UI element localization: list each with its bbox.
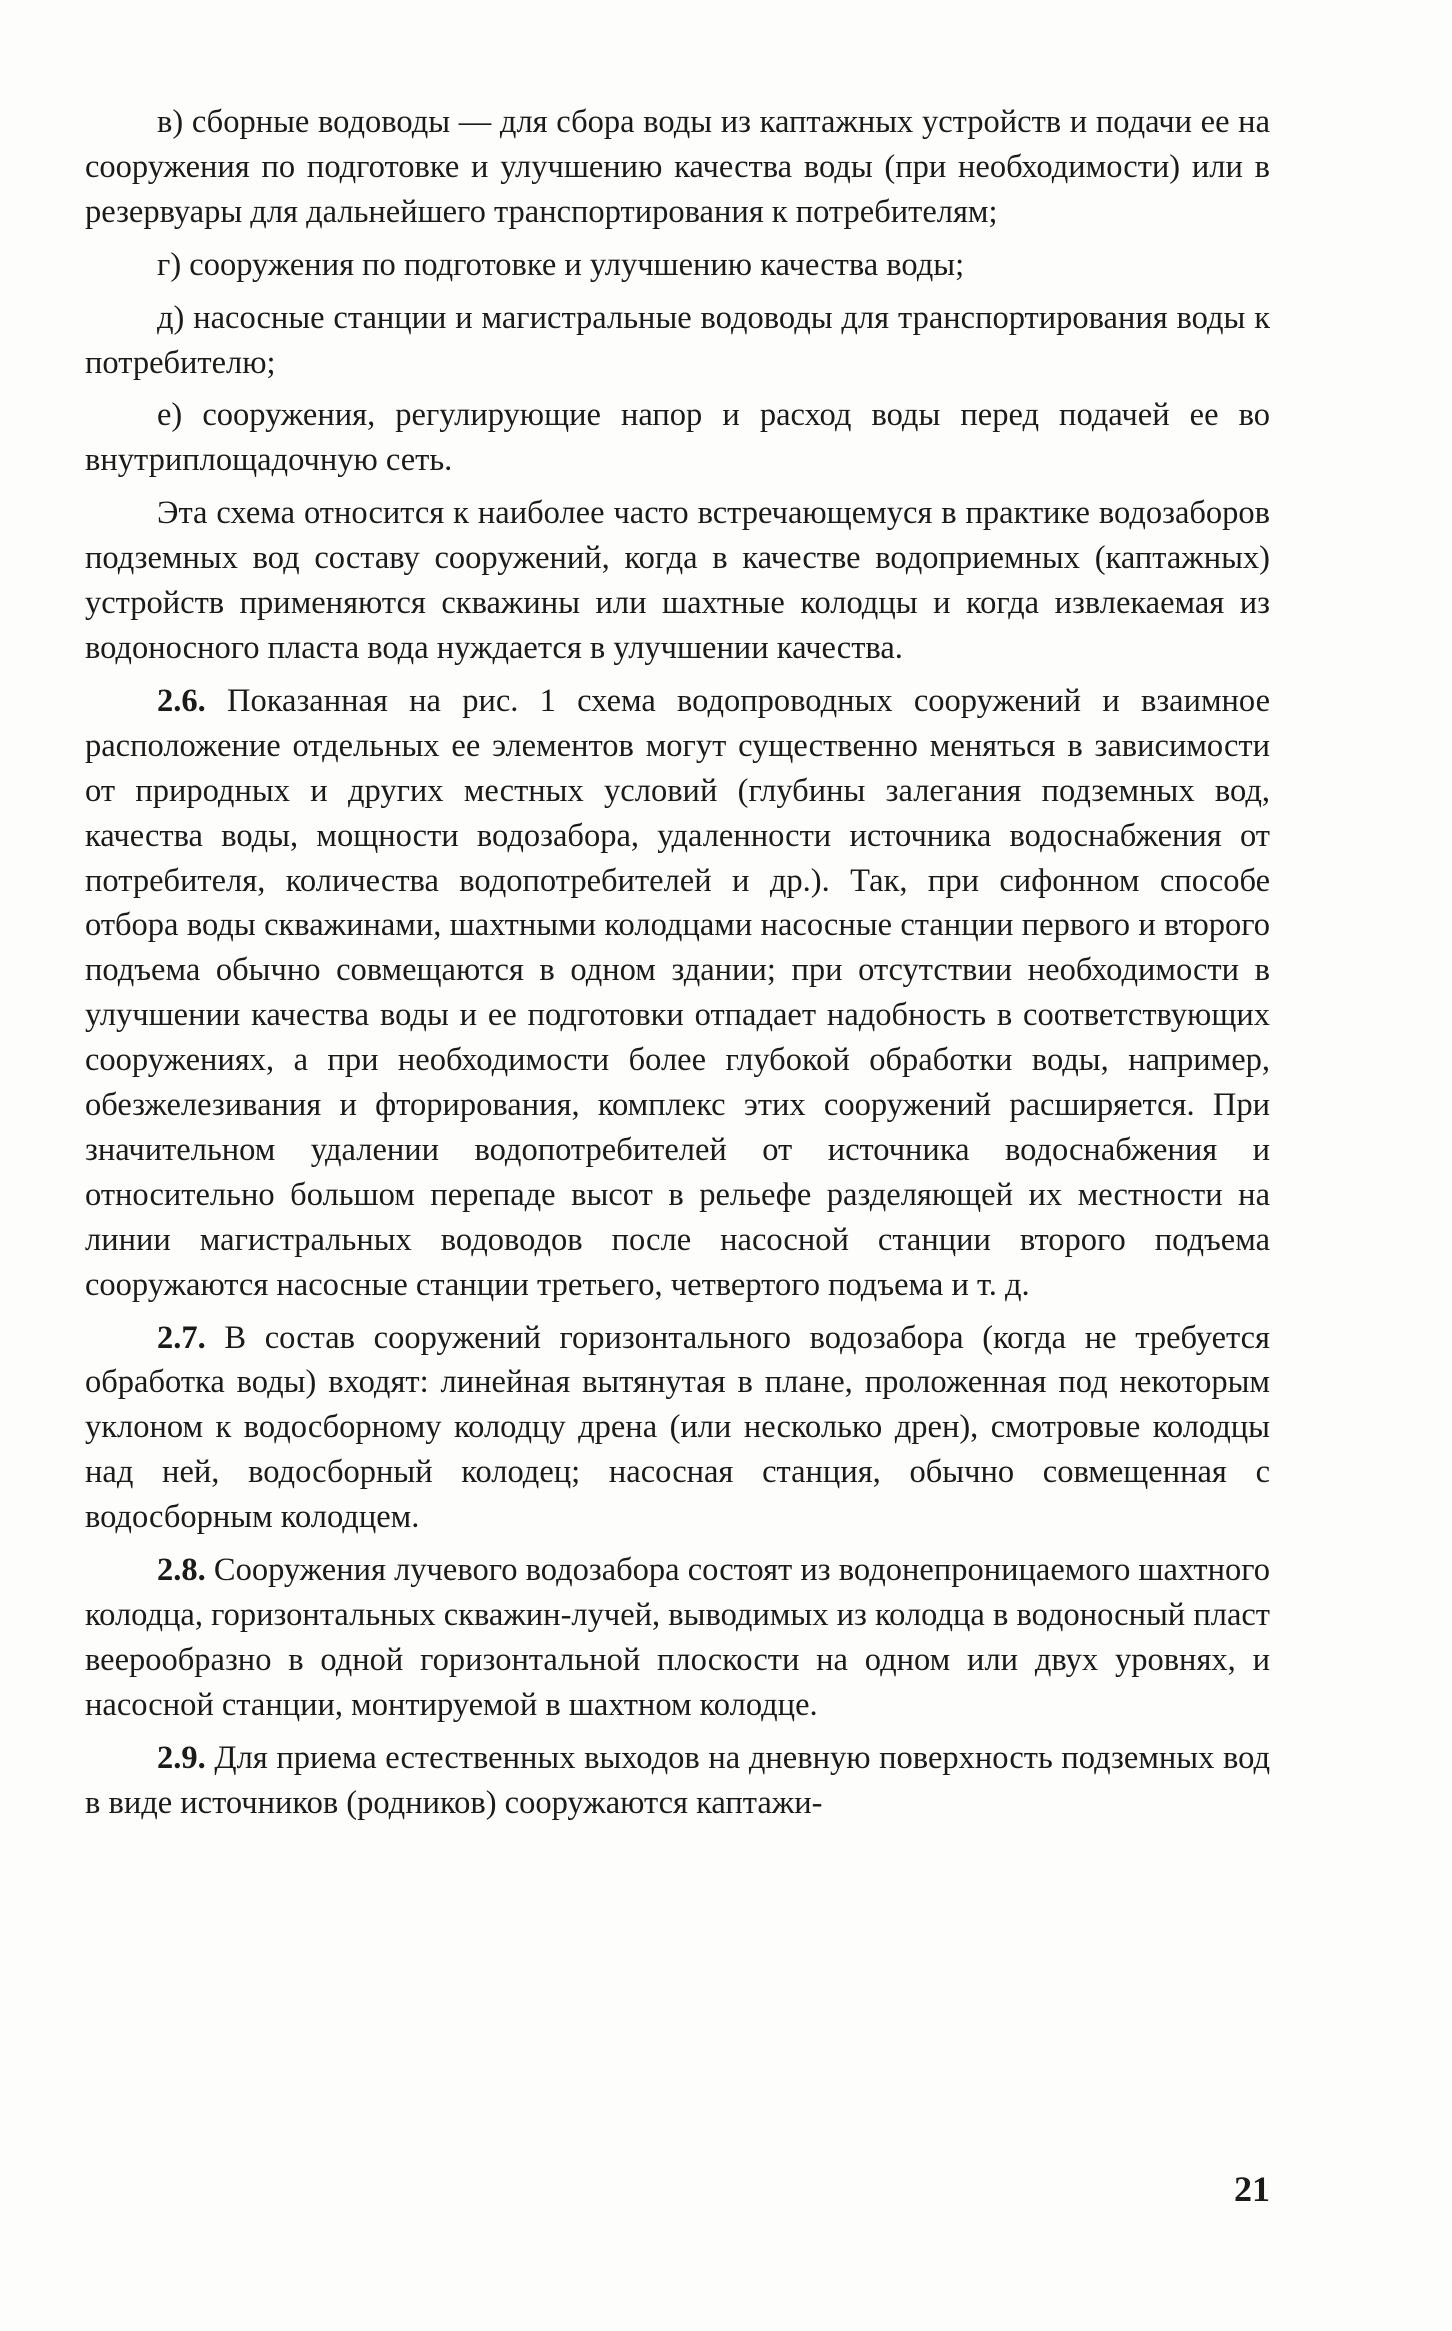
paragraph-number: 2.6. bbox=[157, 682, 206, 719]
paragraph-item-g bbox=[85, 243, 1270, 288]
paragraph-text: Сооружения лучевого водозабора состоят из водонепроницаемого шахтного колодца, горизонтальных скважин-лучей, выводимых из колодца в водоносный пласт веерообразно в одной горизонтальной плоскости на одном или двух уровнях, и насосной станции, монтируемой в шахтном колодце. bbox=[85, 1552, 1271, 1723]
paragraph-text: д) насосные станции и магистральные водоводы для транспортирования воды к потребителю; bbox=[85, 299, 1270, 381]
page-number: 21 bbox=[1234, 2169, 1270, 2209]
paragraph-text: е) сооружения, регулирующие напор и расход воды перед подачей ее во внутриплощадочную сеть. bbox=[85, 397, 1270, 479]
body-text bbox=[85, 100, 1270, 1834]
paragraph-number: 2.9. bbox=[157, 1739, 206, 1776]
paragraph-2-7 bbox=[85, 1316, 1270, 1541]
paragraph-text: г) сооружения по подготовке и улучшению качества воды; bbox=[157, 246, 965, 283]
paragraph-scheme-note bbox=[85, 491, 1270, 671]
paragraph-item-e bbox=[85, 393, 1270, 483]
paragraph-2-6 bbox=[85, 679, 1270, 1308]
paragraph-text: в) сборные водоводы — для сбора воды из каптажных устройств и подачи ее на сооружения по подготовке и улучшению качества воды (при необходимости) или в резервуары для дальнейшего транспортирования к потребителям; bbox=[85, 104, 1270, 230]
paragraph-text: Для приема естественных выходов на дневную поверхность подземных вод в виде источников (родников) сооружаются каптажи- bbox=[85, 1739, 1270, 1821]
paragraph-number: 2.7. bbox=[157, 1319, 206, 1356]
paragraph-text: Показанная на рис. 1 схема водопроводных сооружений и взаимное расположение отдельных ее элементов могут существенно меняться в зависимости от природных и других местных условий (глубины залегания подземных вод, качества воды, мощности водозабора, удаленности источника водоснабжения от потребителя, количества водопотребителей и др.). Так, при сифонном способе отбора воды скважинами, шахтными колодцами насосные станции первого и второго подъема обычно совмещаются в одном здании; при отсутствии необходимости в улучшении качества воды и ее подготовки отпадает надобность в соответствующих сооружениях, а при необходимости более глубокой обработки воды, например, обезжелезивания и фторирования, комплекс этих сооружений расширяется. При значительном удалении водопотребителей от источника водоснабжения и относительно большом перепаде высот в рельефе разделяющей их местности на линии магистральных водоводов после насосной станции второго подъема сооружаются насосные станции третьего, четвертого подъема и т. д. bbox=[85, 682, 1271, 1303]
paragraph-item-v bbox=[85, 100, 1270, 235]
paragraph-2-9 bbox=[85, 1736, 1270, 1826]
paragraph-number: 2.8. bbox=[157, 1552, 206, 1589]
paragraph-2-8 bbox=[85, 1548, 1270, 1728]
paragraph-text: Эта схема относится к наиболее часто встречающемуся в практике водозаборов подземных вод составу сооружений, когда в качестве водоприемных (каптажных) устройств применяются скважины или шахтные колодцы и когда извлекаемая из водоносного пласта вода нуждается в улучшении качества. bbox=[85, 495, 1270, 666]
paragraph-text: В состав сооружений горизонтального водозабора (когда не требуется обработка воды) входят: линейная вытянутая в плане, проложенная под некоторым уклоном к водосборному колодцу дрена (или несколько дрен), смотровые колодцы над ней, водосборный колодец; насосная станция, обычно совмещенная с водосборным колодцем. bbox=[85, 1319, 1271, 1536]
paragraph-item-d bbox=[85, 296, 1270, 386]
